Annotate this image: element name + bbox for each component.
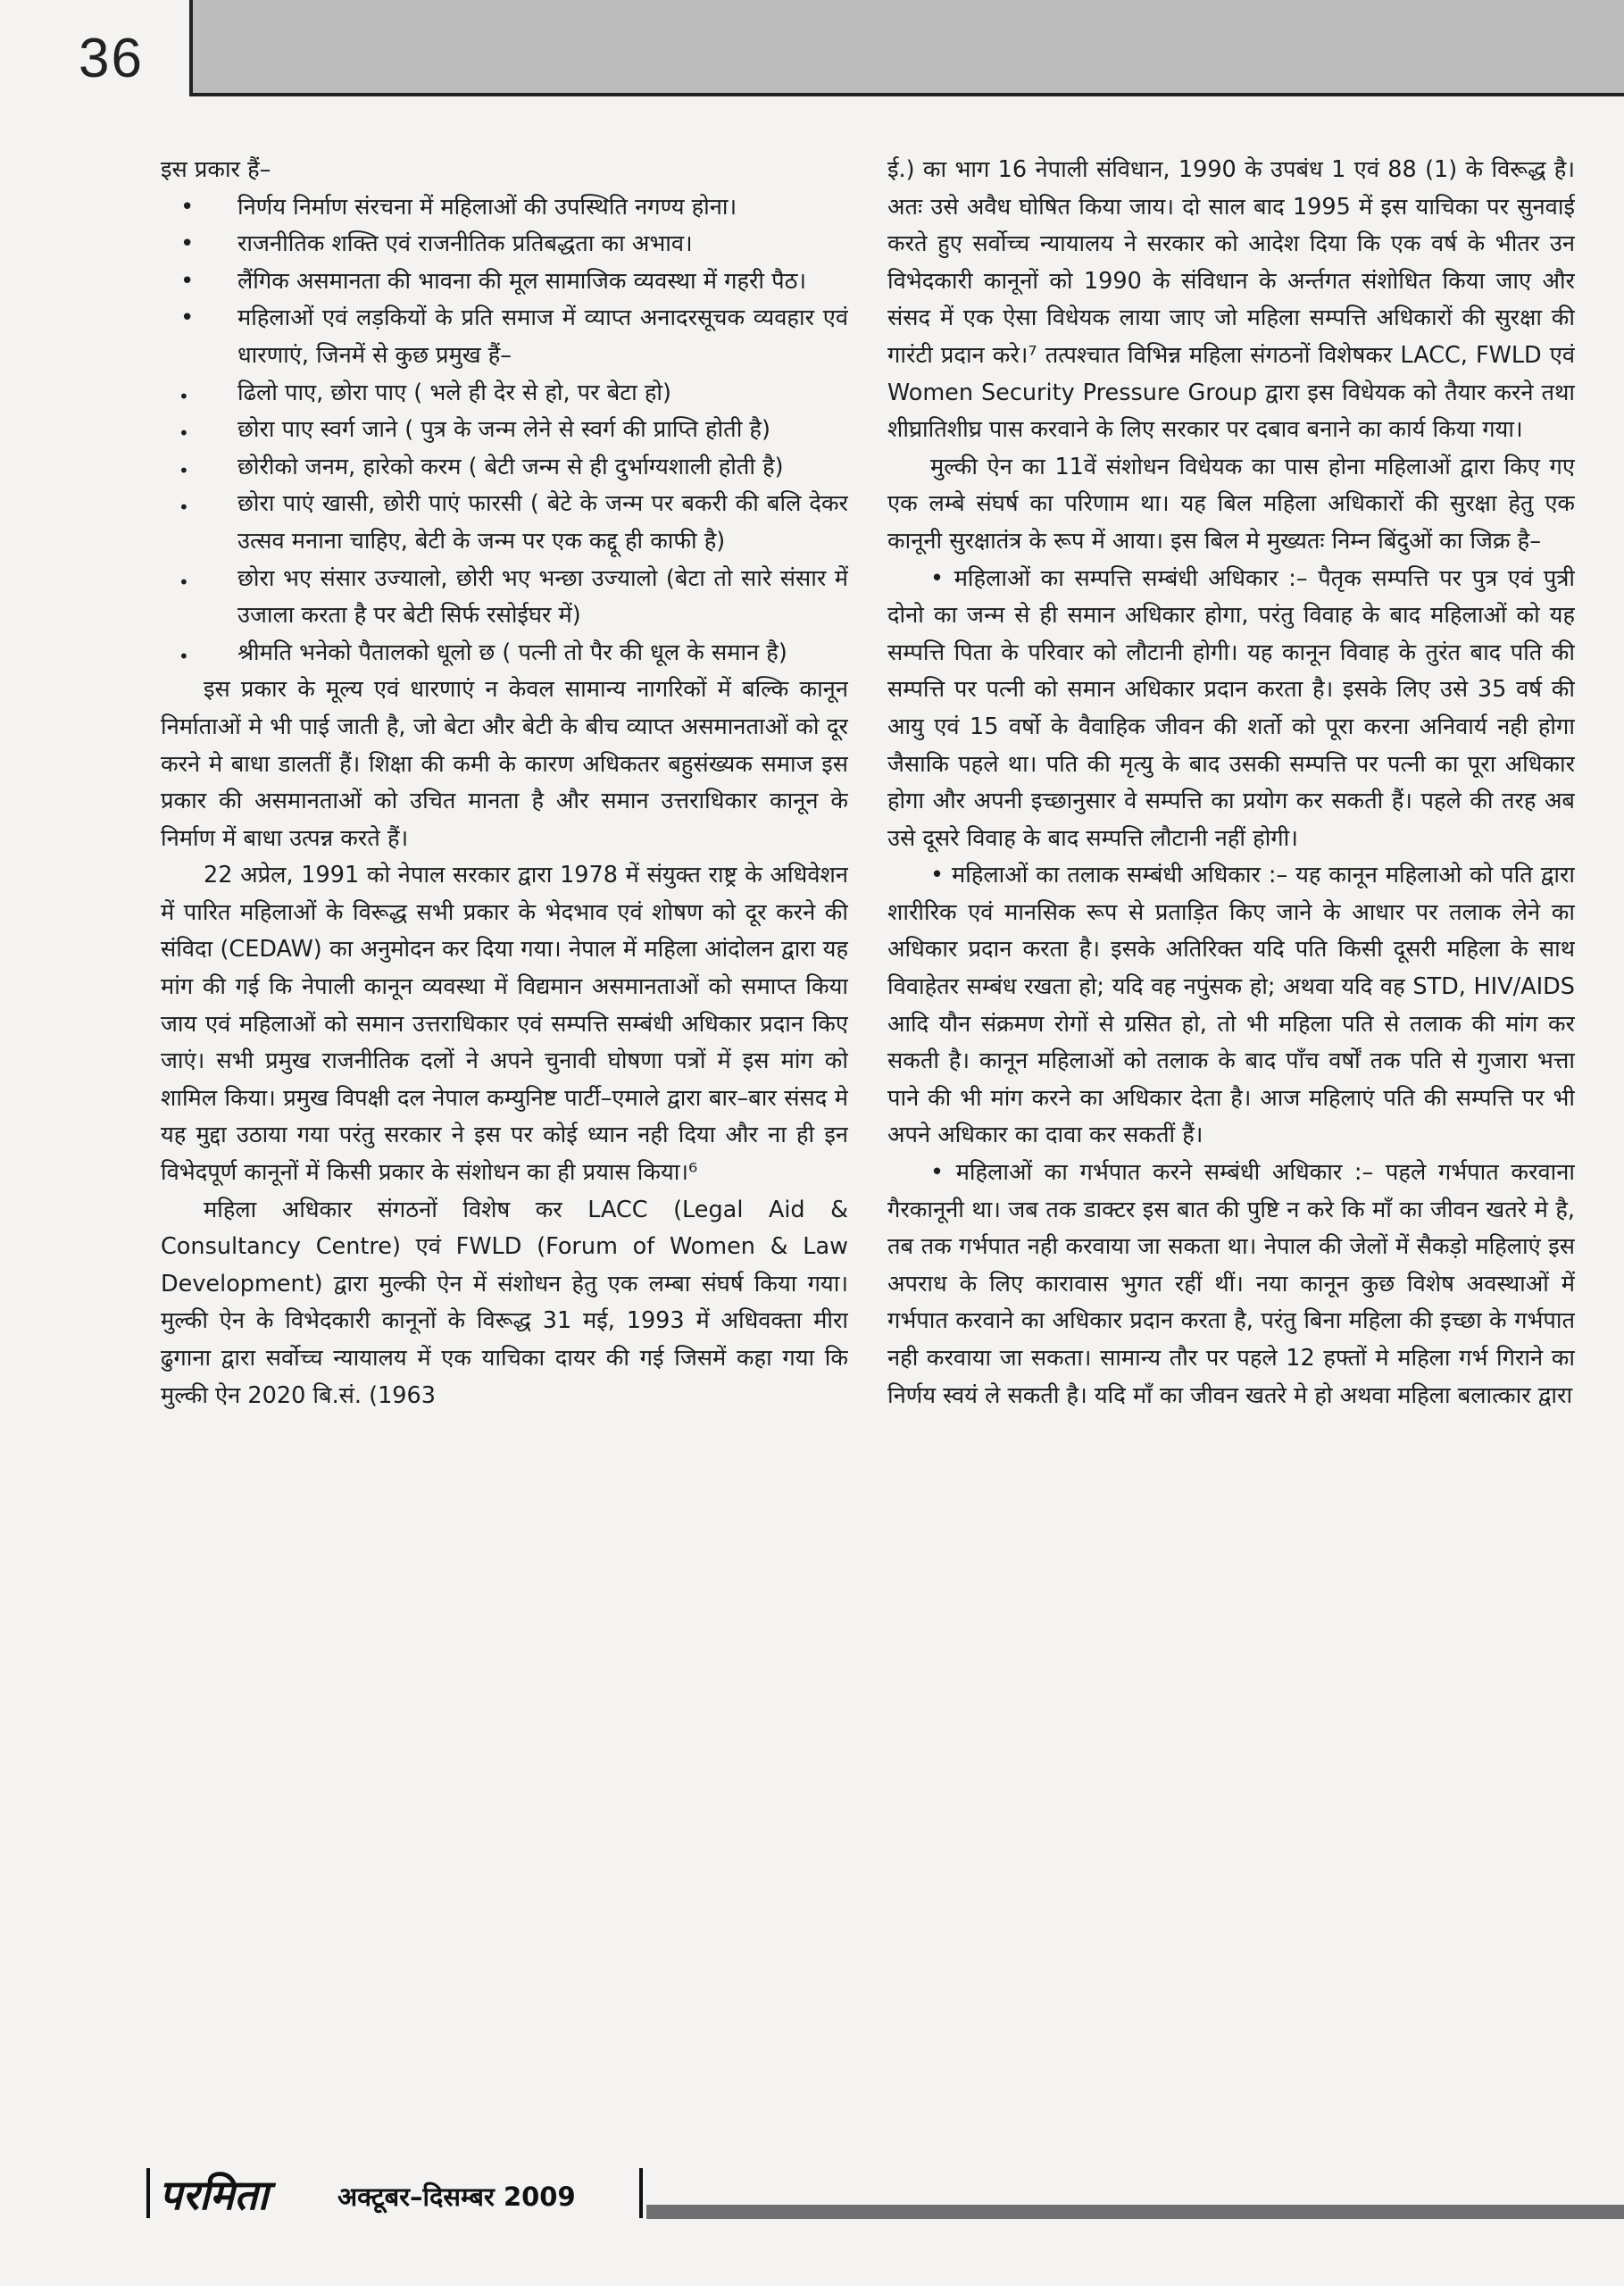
paragraph: ई.) का भाग 16 नेपाली संविधान, 1990 के उपबंध 1 एवं 88 (1) के विरूद्ध है। अतः उसे अवैध घोषित किया जाय। दो साल बाद 1995 में इस याचिका पर सुनवाई करते हुए सर्वोच्च न्यायालय ने सरकार को आदेश दिया कि एक वर्ष के भीतर उन विभेदकारी कानूनों को 1990 के संविधान के अर्न्तगत संशोधित किया जाए और संसद में एक ऐसा विधेयक लाया जाए जो महिला सम्पत्ति अधिकारों की सुरक्षा की गारंटी प्रदान करे।⁷ तत्पश्चात विभिन्न महिला संगठनों विशेषकर LACC, FWLD एवं Women Security Pressure Group द्वारा इस विधेयक को तैयार करने तथा शीघ्रातिशीघ्र पास करवाने के लिए सरकार पर दबाव बनाने का कार्य किया गया। <box>887 156 1575 444</box>
saying-item: • छोरा पाएं खासी, छोरी पाएं फारसी ( बेटे के जन्म पर बकरी की बलि देकर उत्सव मनाना चाहिए, बेटी के जन्म पर एक कद्दू ही काफी है) <box>161 486 848 560</box>
point-text: यह कानून महिलाओ को पति द्वारा शारीरिक एवं मानसिक रूप से प्रताड़ित किए जाने के आधार पर तलाक लेने का अधिकार प्रदान करता है। इसके अतिरिक्त यदि पति किसी दूसरी महिला के साथ विवाहेतर सम्बंध रखता हो; यदि वह नपुंसक हो; अथवा यदि वह STD, HIV/AIDS आदि यौन संक्रमण रोगों से ग्रसित हो, तो भी महिला पति से तलाक की मांग कर सकती है। कानून महिलाओं को तलाक के बाद पाँच वर्षों तक पति से गुजारा भत्ता पाने की भी मांग करने का अधिकार देता है। आज महिलाएं पति की सम्पत्ति पर भी अपने अधिकार का दावा कर सकतीं हैं। <box>887 862 1575 1149</box>
point-text: पहले गर्भपात करवाना गैरकानूनी था। जब तक डाक्टर इस बात की पुष्टि न करे कि माँ का जीवन खतरे मे है, तब तक गर्भपात नही करवाया जा सकता था। नेपाल की जेलों में सैकड़ो महिलाएं इस अपराध के लिए कारावास भुगत रहीं थीं। नया कानून कुछ विशेष अवस्थाओं में गर्भपात करवाने का अधिकार प्रदान करता है, परंतु बिना महिला की इच्छा के गर्भपात नही करवाया जा सकता। सामान्य तौर पर पहले 12 हफ्तों मे महिला गर्भ गिराने का निर्णय स्वयं ले सकती है। यदि माँ का जीवन खतरे मे हो अथवा महिला बलात्कार द्वारा <box>887 1159 1575 1409</box>
factors-list <box>161 189 848 375</box>
list-item: • निर्णय निर्माण संरचना में महिलाओं की उपस्थिति नगण्य होना। <box>161 189 848 227</box>
saying-item: • ढिलो पाए, छोरा पाए ( भले ही देर से हो, पर बेटा हो) <box>161 375 848 413</box>
footer-bar-right <box>639 2168 643 2218</box>
paragraph: इस प्रकार के मूल्य एवं धारणाएं न केवल सामान्य नागरिकों में बल्कि कानून निर्माताओं मे भी पाई जाती है, जो बेटा और बेटी के बीच व्याप्त असमानताओं को दूर करने मे बाधा डालतीं हैं। शिक्षा की कमी के कारण अधिकतर बहुसंख्यक समाज इस प्रकार की असमानताओं को उचित मानता है और समान उत्तराधिकार कानून के निर्माण में बाधा उत्पन्न करते हैं। <box>161 676 848 852</box>
header-band <box>0 0 1624 96</box>
point-title: महिलाओं का गर्भपात करने सम्बंधी अधिकार :– <box>955 1159 1374 1187</box>
point-property: • महिलाओं का सम्पत्ति सम्बंधी अधिकार :– पैतृक सम्पत्ति पर पुत्र एवं पुत्री दोनो का जन्म से ही समान अधिकार होगा, परंतु विवाह के बाद महिलाओं को यह सम्पत्ति पिता के परिवार को लौटानी होगी। यह कानून विवाह के तुरंत बाद पति की सम्पत्ति पर पत्नी को समान अधिकार प्रदान करता है। इसके लिए उसे 35 वर्ष की आयु एवं 15 वर्षो के वैवाहिक जीवन की शर्तो को पूरा करना अनिवार्य नही होगा जैसाकि पहले था। पति की मृत्यु के बाद उसकी सम्पत्ति पर पत्नी का पूरा अधिकार होगा और अपनी इच्छानुसार वे सम्पत्ति का प्रयोग कर सकती हैं। पहले की तरह अब उसे दूसरे विवाह के बाद सम्पत्ति लौटानी नहीं होगी। <box>887 564 1575 852</box>
magazine-title: परमिता <box>159 2171 269 2219</box>
paragraph: महिला अधिकार संगठनों विशेष कर LACC (Legal Aid & Consultancy Centre) एवं FWLD (Forum of Women & Law Development) द्वारा मुल्की ऐन में संशोधन हेतु एक लम्बा संघर्ष किया गया। मुल्की ऐन के विभेदकारी कानूनों के विरूद्ध 31 मई, 1993 में अधिवक्ता मीरा ढुगाना द्वारा सर्वोच्च न्यायालय में एक याचिका दायर की गई जिसमें कहा गया कि मुल्की ऐन 2020 बि.सं. (1963 <box>161 1196 848 1409</box>
paragraph: मुल्की ऐन का 11वें संशोधन विधेयक का पास होना महिलाओं द्वारा किए गए एक लम्बे संघर्ष का परिणाम था। यह बिल महिला अधिकारों की सुरक्षा हेतु एक कानूनी सुरक्षातंत्र के रूप में आया। इस बिल मे मुख्यतः निम्न बिंदुओं का जिक्र है– <box>887 453 1575 555</box>
point-title: महिलाओं का तलाक सम्बंधी अधिकार :– <box>951 862 1288 889</box>
footer <box>146 2166 646 2220</box>
header-divider <box>189 0 193 96</box>
header-rule <box>193 93 1624 96</box>
left-column <box>161 152 848 2143</box>
point-divorce: • महिलाओं का तलाक सम्बंधी अधिकार :– यह कानून महिलाओ को पति द्वारा शारीरिक एवं मानसिक रूप से प्रताड़ित किए जाने के आधार पर तलाक लेने का अधिकार प्रदान करता है। इसके अतिरिक्त यदि पति किसी दूसरी महिला के साथ विवाहेतर सम्बंध रखता हो; यदि वह नपुंसक हो; अथवा यदि वह STD, HIV/AIDS आदि यौन संक्रमण रोगों से ग्रसित हो, तो भी महिला पति से तलाक की मांग कर सकती है। कानून महिलाओं को तलाक के बाद पाँच वर्षों तक पति से गुजारा भत्ता पाने की भी मांग करने का अधिकार देता है। आज महिलाएं पति की सम्पत्ति पर भी अपने अधिकार का दावा कर सकतीं हैं। <box>887 862 1575 1149</box>
sayings-list <box>161 375 848 672</box>
footer-rule <box>646 2205 1624 2219</box>
footer-bar-left <box>146 2168 150 2218</box>
page-number: 36 <box>79 28 144 89</box>
intro-text: इस प्रकार हैं– <box>161 156 271 183</box>
point-text: पैतृक सम्पत्ति पर पुत्र एवं पुत्री दोनो का जन्म से ही समान अधिकार होगा, परंतु विवाह के बाद महिलाओं को यह सम्पत्ति पिता के परिवार को लौटानी होगी। यह कानून विवाह के तुरंत बाद पति की सम्पत्ति पर पत्नी को समान अधिकार प्रदान करता है। इसके लिए उसे 35 वर्ष की आयु एवं 15 वर्षो के वैवाहिक जीवन की शर्तो को पूरा करना अनिवार्य नही होगा जैसाकि पहले था। पति की मृत्यु के बाद उसकी सम्पत्ति पर पत्नी का पूरा अधिकार होगा और अपनी इच्छानुसार वे सम्पत्ति का प्रयोग कर सकती हैं। पहले की तरह अब उसे दूसरे विवाह के बाद सम्पत्ति लौटानी नहीं होगी। <box>887 564 1575 852</box>
issue-date: अक्टूबर–दिसम्बर 2009 <box>337 2182 576 2212</box>
point-abortion: • महिलाओं का गर्भपात करने सम्बंधी अधिकार :– पहले गर्भपात करवाना गैरकानूनी था। जब तक डाक्टर इस बात की पुष्टि न करे कि माँ का जीवन खतरे मे है, तब तक गर्भपात नही करवाया जा सकता था। नेपाल की जेलों में सैकड़ो महिलाएं इस अपराध के लिए कारावास भुगत रहीं थीं। नया कानून कुछ विशेष अवस्थाओं में गर्भपात करवाने का अधिकार प्रदान करता है, परंतु बिना महिला की इच्छा के गर्भपात नही करवाया जा सकता। सामान्य तौर पर पहले 12 हफ्तों मे महिला गर्भ गिराने का निर्णय स्वयं ले सकती है। यदि माँ का जीवन खतरे मे हो अथवा महिला बलात्कार द्वारा <box>887 1159 1575 1409</box>
right-column <box>887 152 1575 2143</box>
point-title: महिलाओं का सम्पत्ति सम्बंधी अधिकार :– <box>954 564 1308 592</box>
paragraph: 22 अप्रेल, 1991 को नेपाल सरकार द्वारा 1978 में संयुक्त राष्ट्र के अधिवेशन में पारित महिलाओं के विरूद्ध सभी प्रकार के भेदभाव एवं शोषण को दूर करने की संविदा (CEDAW) का अनुमोदन कर दिया गया। नेपाल में महिला आंदोलन द्वारा यह मांग की गई कि नेपाली कानून व्यवस्था में विद्यमान असमानताओं को समाप्त किया जाय एवं महिलाओं को समान उत्तराधिकार एवं सम्पत्ति सम्बंधी अधिकार प्रदान किए जाएं। सभी प्रमुख राजनीतिक दलों ने अपने चुनावी घोषणा पत्रों में इस मांग को शामिल किया। प्रमुख विपक्षी दल नेपाल कम्युनिष्ट पार्टी–एमाले द्वारा बार–बार संसद मे यह मुद्दा उठाया गया परंतु सरकार ने इस पर कोई ध्यान नही दिया और ना ही इन विभेदपूर्ण कानूनों में किसी प्रकार के संशोधन का ही प्रयास किया।⁶ <box>161 862 848 1187</box>
saying-item: • छोरीको जनम, हारेको करम ( बेटी जन्म से ही दुर्भाग्यशाली होती है) <box>161 449 848 487</box>
list-item: • राजनीतिक शक्ति एवं राजनीतिक प्रतिबद्धता का अभाव। <box>161 226 848 263</box>
saying-item: • छोरा पाए स्वर्ग जाने ( पुत्र के जन्म लेने से स्वर्ग की प्राप्ति होती है) <box>161 412 848 449</box>
saying-item: • श्रीमति भनेको पैतालको धूलो छ ( पत्नी तो पैर की धूल के समान है) <box>161 635 848 672</box>
saying-item: • छोरा भए संसार उज्यालो, छोरी भए भन्छा उज्यालो (बेटा तो सारे संसार में उजाला करता है पर बेटी सिर्फ रसोईघर में) <box>161 561 848 635</box>
list-item: • महिलाओं एवं लड़कियों के प्रति समाज में व्याप्त अनादरसूचक व्यवहार एवं धारणाएं, जिनमें से कुछ प्रमुख हैं– <box>161 300 848 374</box>
list-item: • लैंगिक असमानता की भावना की मूल सामाजिक व्यवस्था में गहरी पैठ। <box>161 263 848 301</box>
